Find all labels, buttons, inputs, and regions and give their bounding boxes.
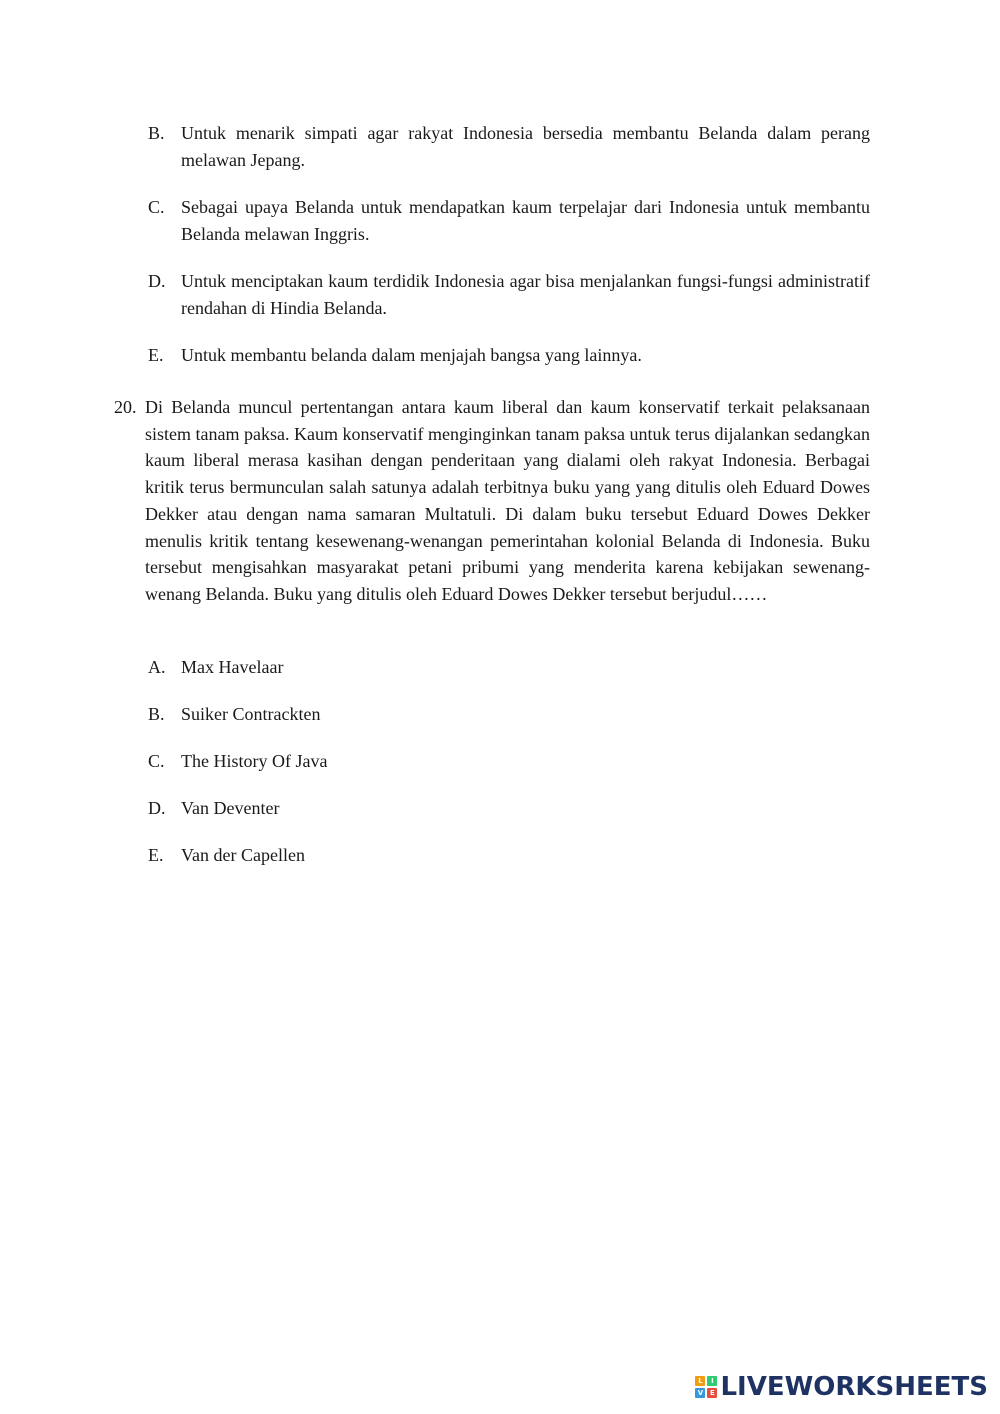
logo-mark-tile: L — [695, 1376, 705, 1386]
option-c[interactable] — [148, 748, 870, 775]
question-20-options — [148, 654, 870, 889]
option-b[interactable] — [148, 120, 870, 174]
question-number: 20. — [114, 397, 137, 417]
option-d[interactable] — [148, 795, 870, 822]
option-a[interactable] — [148, 654, 870, 681]
option-letter: E. — [148, 845, 164, 865]
option-letter: C. — [148, 751, 165, 771]
option-text: Suiker Contrackten — [181, 704, 321, 724]
option-c[interactable] — [148, 194, 870, 248]
option-text: Untuk menarik simpati agar rakyat Indonesia bersedia membantu Belanda dalam perang melawan Jepang. — [181, 123, 870, 170]
logo-mark-tile: I — [707, 1376, 717, 1386]
previous-question-options — [148, 120, 870, 389]
option-text: Sebagai upaya Belanda untuk mendapatkan kaum terpelajar dari Indonesia untuk membantu Belanda melawan Inggris. — [181, 197, 870, 244]
option-text: Van Deventer — [181, 798, 280, 818]
option-text: The History Of Java — [181, 751, 328, 771]
option-letter: B. — [148, 704, 165, 724]
logo-text: LIVEWORKSHEETS — [720, 1372, 988, 1402]
logo-mark-tile: E — [707, 1388, 717, 1398]
option-text: Untuk membantu belanda dalam menjajah bangsa yang lainnya. — [181, 345, 642, 365]
option-letter: C. — [148, 197, 165, 217]
question-stem: Di Belanda muncul pertentangan antara kaum liberal dan kaum konservatif terkait pelaksanaan sistem tanam paksa. Kaum konservatif menginginkan tanam paksa untuk terus dijalankan sedangkan kaum liberal merasa kasihan dengan penderitaan yang dialami oleh rakyat Indonesia. Berbagai kritik terus bermunculan salah satunya adalah terbitnya buku yang yang ditulis oleh Eduard Dowes Dekker atau dengan nama samaran Multatuli. Di dalam buku tersebut Eduard Dowes Dekker menulis kritik tentang kesewenang-wenangan pemerintahan kolonial Belanda di Indonesia. Buku tersebut mengisahkan masyarakat petani pribumi yang menderita karena kebijakan sewenang-wenang Belanda. Buku yang ditulis oleh Eduard Dowes Dekker tersebut berjudul…… — [145, 397, 870, 604]
option-letter: B. — [148, 123, 165, 143]
option-text: Max Havelaar — [181, 657, 284, 677]
option-b[interactable] — [148, 701, 870, 728]
option-letter: A. — [148, 657, 166, 677]
option-letter: D. — [148, 271, 166, 291]
option-text: Van der Capellen — [181, 845, 305, 865]
logo-mark-icon — [695, 1376, 717, 1398]
question-20 — [114, 394, 870, 608]
liveworksheets-logo[interactable] — [695, 1372, 988, 1402]
option-text: Untuk menciptakan kaum terdidik Indonesia agar bisa menjalankan fungsi-fungsi administratif rendahan di Hindia Belanda. — [181, 271, 870, 318]
option-letter: E. — [148, 345, 164, 365]
option-e[interactable] — [148, 842, 870, 869]
logo-mark-tile: V — [695, 1388, 705, 1398]
option-d[interactable] — [148, 268, 870, 322]
option-e[interactable] — [148, 342, 870, 369]
option-letter: D. — [148, 798, 166, 818]
